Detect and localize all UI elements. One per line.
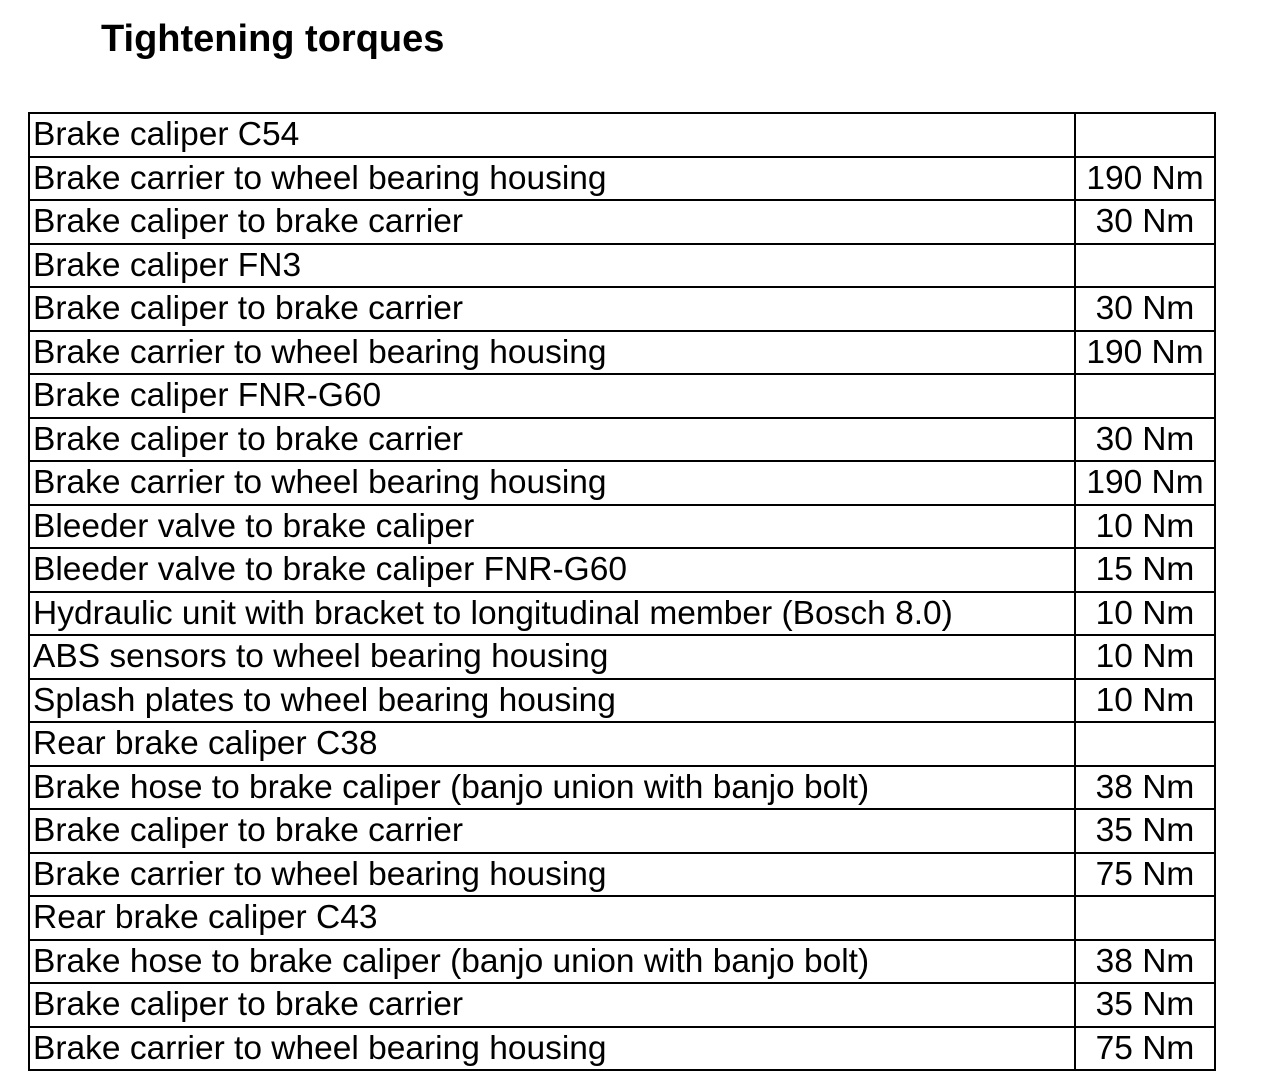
row-label: Rear brake caliper C43 [33, 899, 378, 936]
row-label: Brake caliper FNR-G60 [33, 377, 382, 414]
row-label: Rear brake caliper C38 [33, 725, 378, 762]
row-label: Bleeder valve to brake caliper FNR-G60 [33, 551, 627, 588]
row-label: Brake hose to brake caliper (banjo union with banjo bolt) [33, 942, 870, 980]
row-torque-value [1074, 114, 1214, 156]
row-torque-value [1074, 375, 1214, 417]
table-row [30, 460, 1214, 504]
section-header-row [30, 114, 1214, 156]
row-torque-value: 190 Nm [1074, 332, 1214, 374]
section-header-row [30, 373, 1214, 417]
row-torque-value: 75 Nm [1074, 854, 1214, 896]
section-header-row [30, 721, 1214, 765]
row-label: Brake caliper to brake carrier [33, 203, 464, 240]
row-torque-value [1074, 723, 1214, 765]
row-label: Brake caliper to brake carrier [33, 986, 464, 1023]
table-row [30, 982, 1214, 1026]
table-row [30, 330, 1214, 374]
row-torque-value: 10 Nm [1074, 636, 1214, 678]
page-title: Tightening torques [101, 18, 445, 60]
table-row [30, 156, 1214, 200]
row-torque-value: 30 Nm [1074, 201, 1214, 243]
torque-table [28, 112, 1216, 1071]
row-torque-value: 38 Nm [1074, 941, 1214, 983]
row-torque-value: 10 Nm [1074, 593, 1214, 635]
row-torque-value: 190 Nm [1074, 158, 1214, 200]
table-row [30, 678, 1214, 722]
table-row [30, 547, 1214, 591]
row-label: Brake carrier to wheel bearing housing [33, 333, 607, 371]
row-torque-value: 38 Nm [1074, 767, 1214, 809]
row-torque-value [1074, 897, 1214, 939]
row-label: Splash plates to wheel bearing housing [33, 681, 616, 719]
row-label: Brake carrier to wheel bearing housing [33, 1029, 607, 1067]
table-row [30, 417, 1214, 461]
row-label: Brake hose to brake caliper (banjo union with banjo bolt) [33, 768, 870, 806]
row-torque-value: 30 Nm [1074, 419, 1214, 461]
row-torque-value: 15 Nm [1074, 549, 1214, 591]
row-label: Brake caliper to brake carrier [33, 812, 464, 849]
table-row [30, 591, 1214, 635]
row-torque-value: 75 Nm [1074, 1028, 1214, 1070]
table-row [30, 199, 1214, 243]
row-label: Brake caliper C54 [33, 116, 300, 153]
table-row [30, 634, 1214, 678]
row-torque-value: 35 Nm [1074, 984, 1214, 1026]
row-torque-value: 30 Nm [1074, 288, 1214, 330]
row-label: Brake caliper FN3 [33, 246, 302, 284]
table-row [30, 504, 1214, 548]
table-row [30, 765, 1214, 809]
row-label: Hydraulic unit with bracket to longitudinal member (Bosch 8.0) [33, 594, 953, 632]
row-label: Brake carrier to wheel bearing housing [33, 855, 607, 893]
table-row [30, 286, 1214, 330]
row-label: ABS sensors to wheel bearing housing [33, 638, 609, 675]
table-row [30, 808, 1214, 852]
row-label: Brake caliper to brake carrier [33, 420, 464, 458]
table-row [30, 939, 1214, 983]
section-header-row [30, 243, 1214, 287]
section-header-row [30, 895, 1214, 939]
row-torque-value: 10 Nm [1074, 506, 1214, 548]
table-row [30, 1026, 1214, 1070]
row-torque-value [1074, 245, 1214, 287]
row-torque-value: 10 Nm [1074, 680, 1214, 722]
row-label: Brake carrier to wheel bearing housing [33, 464, 607, 501]
table-row [30, 852, 1214, 896]
row-label: Brake carrier to wheel bearing housing [33, 159, 607, 197]
row-label: Brake caliper to brake carrier [33, 290, 464, 327]
row-torque-value: 35 Nm [1074, 810, 1214, 852]
row-label: Bleeder valve to brake caliper [33, 507, 475, 545]
row-torque-value: 190 Nm [1074, 462, 1214, 504]
